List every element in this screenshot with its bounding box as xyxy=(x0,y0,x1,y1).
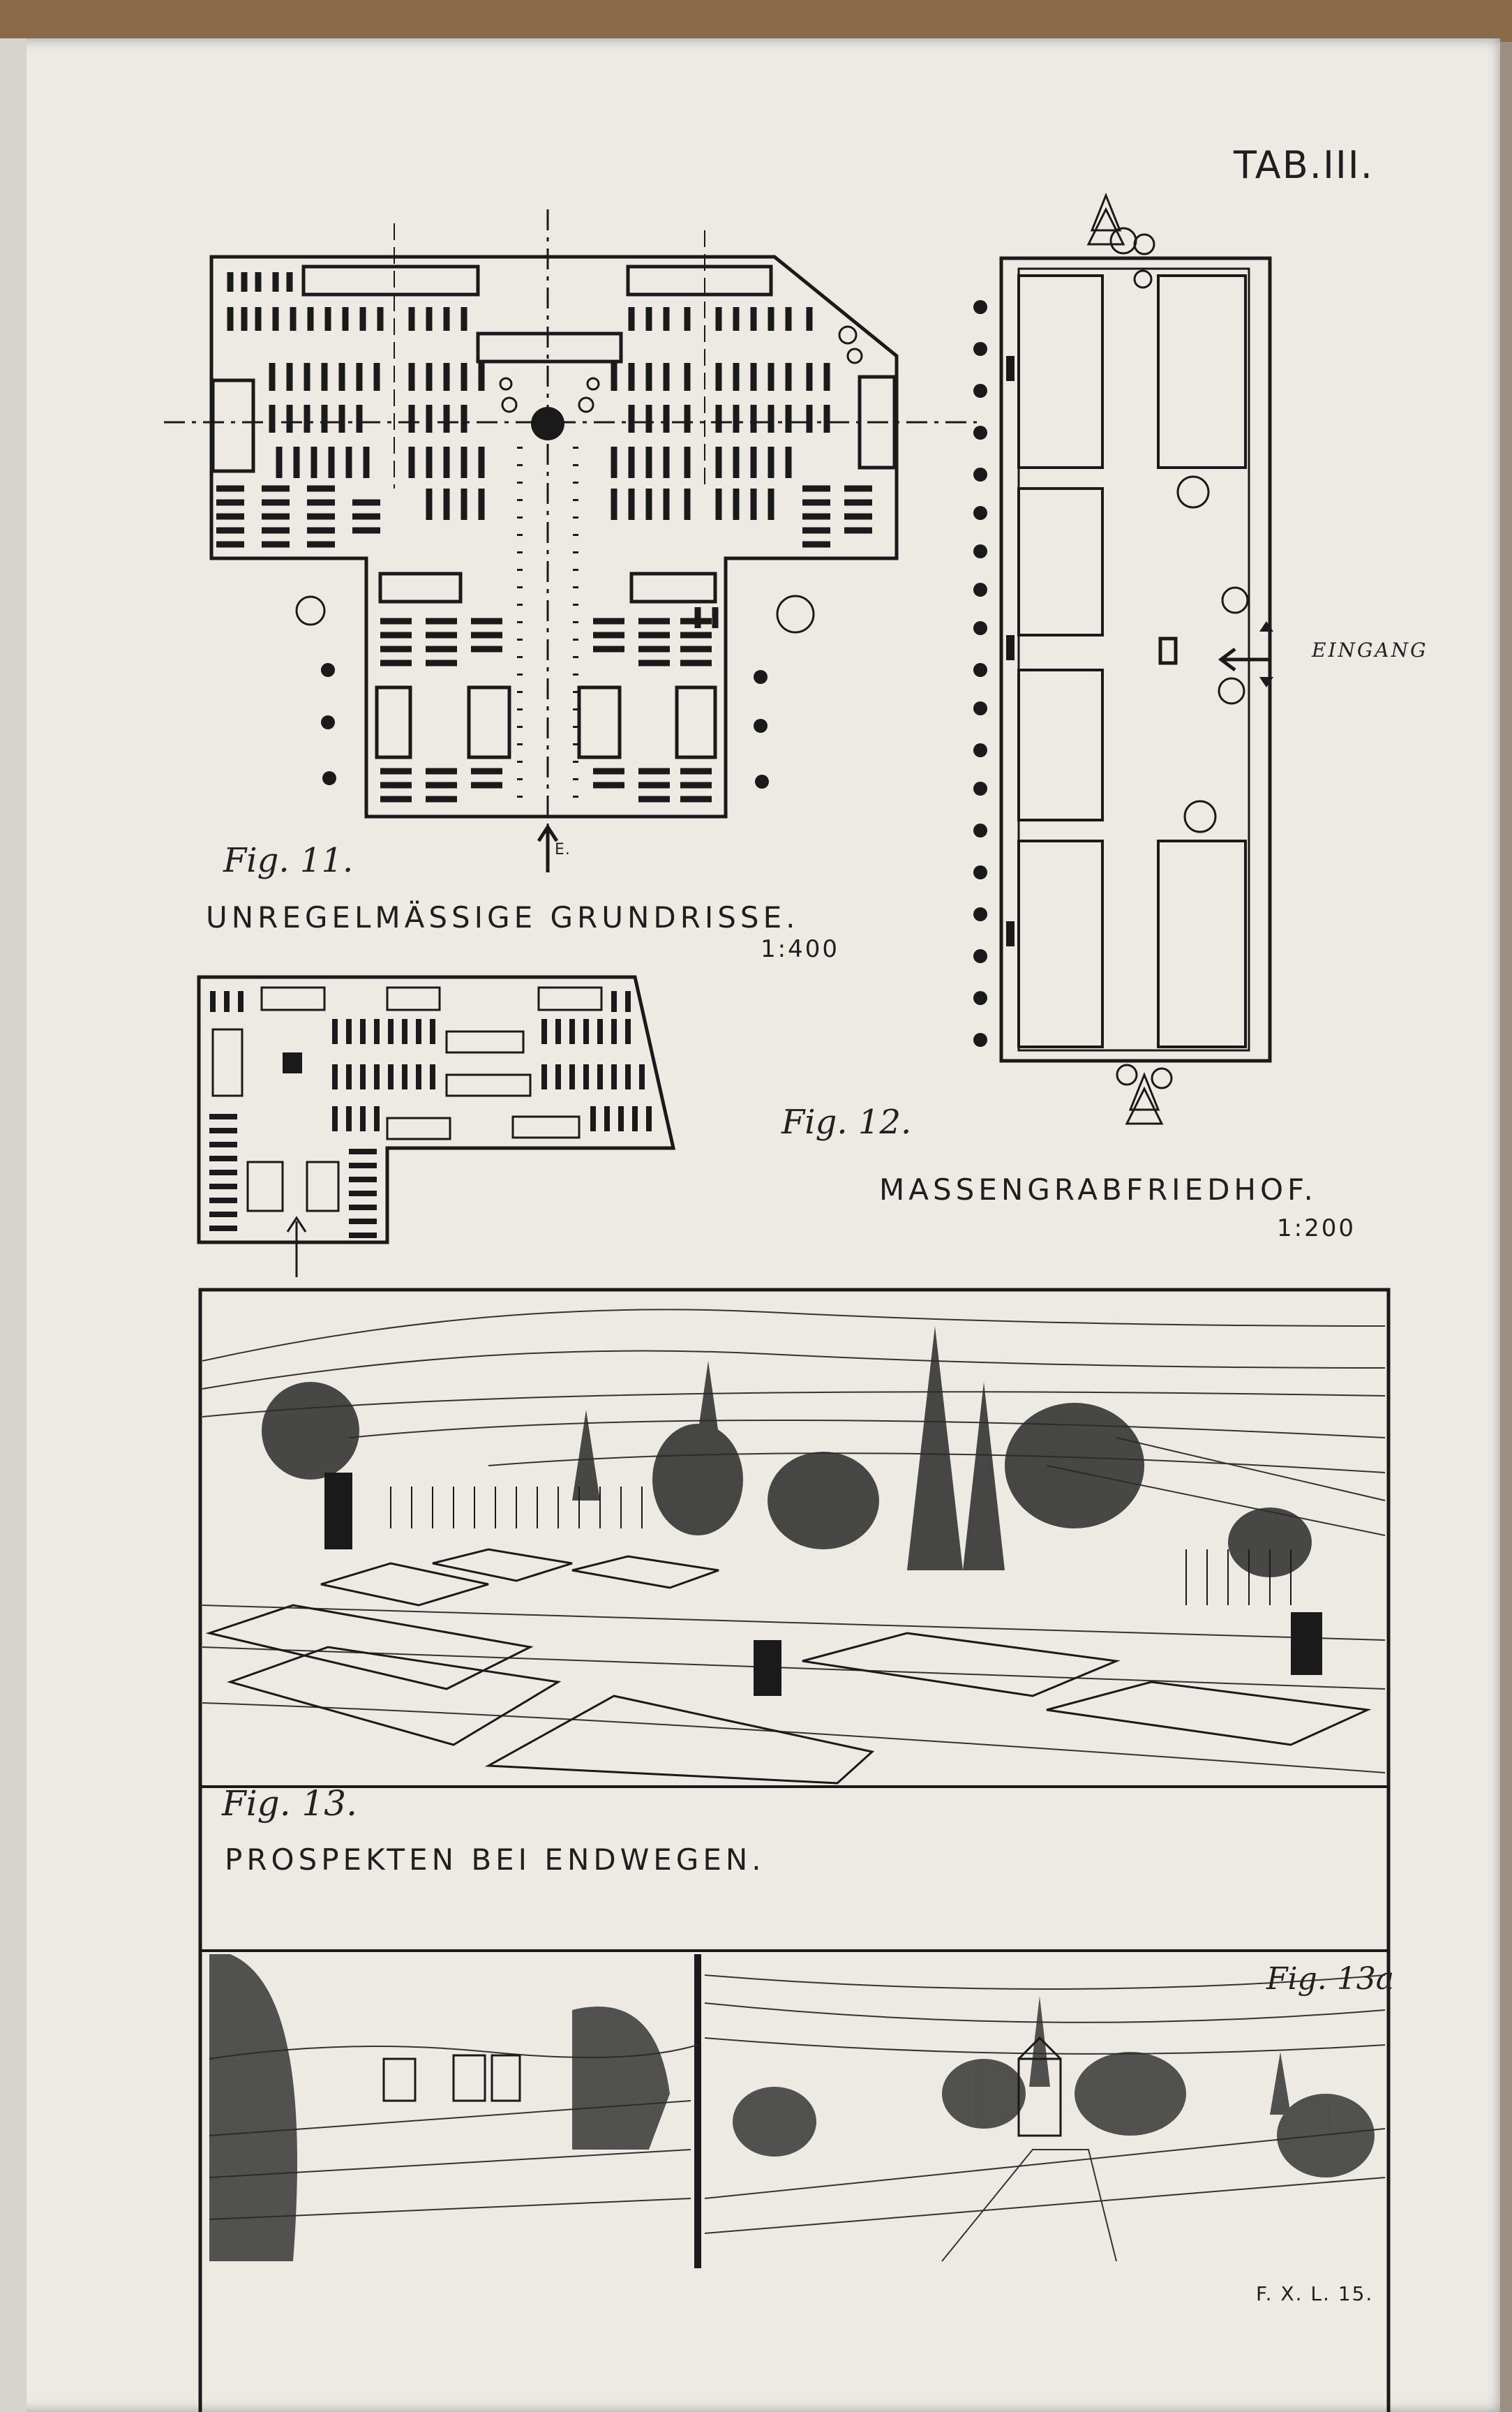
artist-signature: F. X. L. 15. xyxy=(1256,2282,1374,2305)
fig11-caption: Fig. 11. xyxy=(223,841,354,880)
fig11-entrance-mark: E. xyxy=(555,841,571,858)
fig12-scale: 1:200 xyxy=(1277,1214,1356,1242)
fig11-scale: 1:400 xyxy=(761,935,839,963)
fig13-caption: Fig. 13. xyxy=(222,1783,357,1824)
fig12-title: MASSENGRABFRIEDHOF. xyxy=(879,1172,1317,1207)
fig13-title: PROSPEKTEN BEI ENDWEGEN. xyxy=(225,1842,765,1877)
fig13a-caption: Fig. 13a xyxy=(1266,1961,1394,1997)
fig11-title: UNREGELMÄSSIGE GRUNDRISSE. xyxy=(206,900,800,935)
fig12-caption: Fig. 12. xyxy=(781,1103,912,1142)
fig12-entrance-label: EINGANG xyxy=(1312,639,1428,662)
plate-number: TAB.III. xyxy=(1234,143,1374,187)
